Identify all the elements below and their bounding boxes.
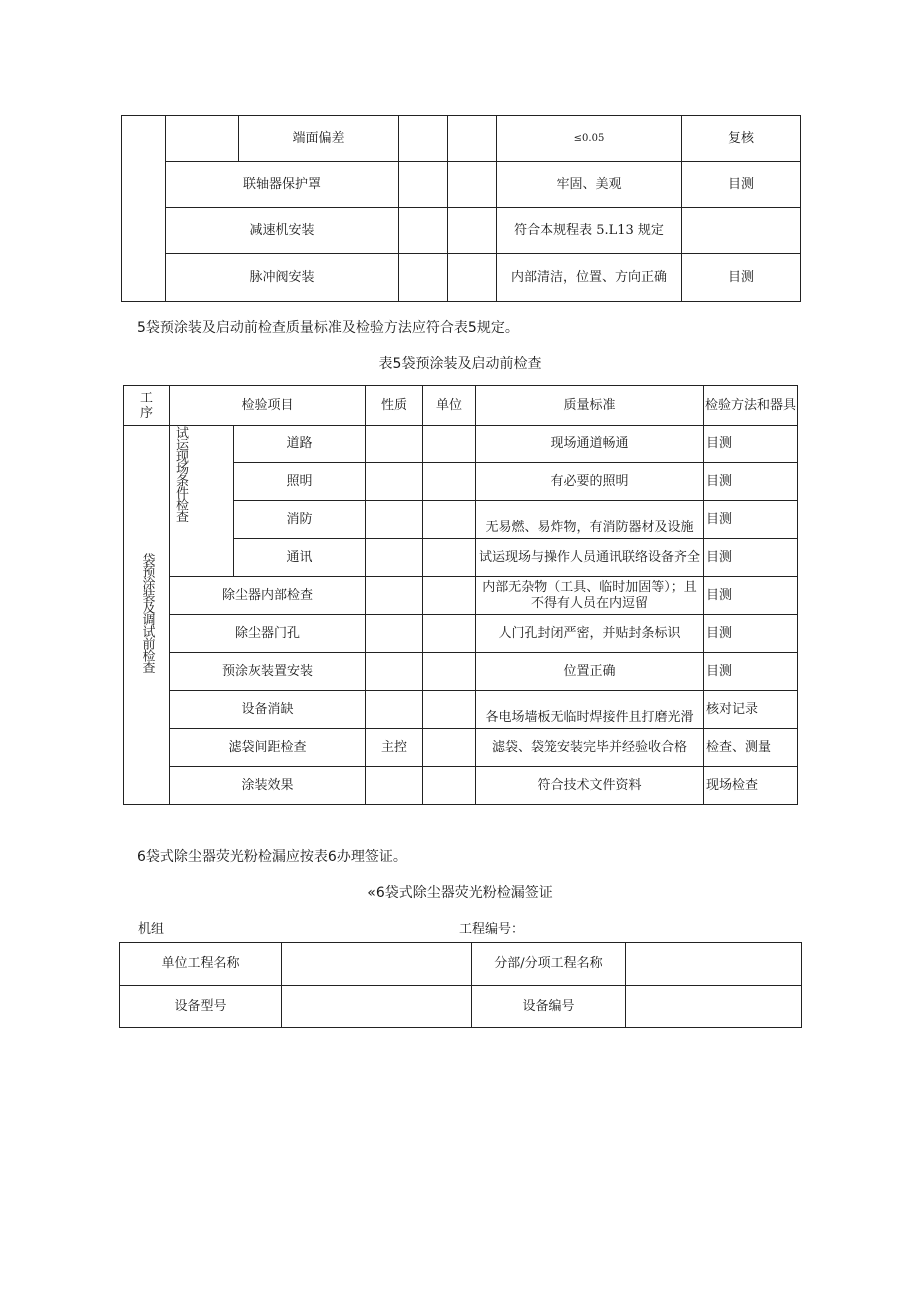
table-row: [122, 116, 801, 162]
method-cell: 目测: [704, 577, 798, 615]
unit-project-name-label: 单位工程名称: [120, 943, 282, 986]
nature-cell: [366, 577, 423, 615]
table-row: [122, 162, 801, 208]
standard-cell: 符合技术文件资料: [476, 767, 704, 805]
method-cell: 目测: [704, 615, 798, 653]
equipment-no-label: 设备编号: [472, 986, 626, 1028]
method-cell: 核对记录: [704, 691, 798, 729]
table-row: [122, 208, 801, 254]
nature-cell: 主控: [366, 729, 423, 767]
standard-cell: 滤袋、袋笼安装完毕并经验收合格: [476, 729, 704, 767]
method-cell: 目测: [682, 162, 801, 208]
header-item: 检验项目: [170, 386, 366, 426]
section-5-intro: 5袋预涂装及启动前检查质量标准及检验方法应符合表5规定。: [137, 320, 519, 336]
method-cell: 现场检查: [704, 767, 798, 805]
item-cell: 通讯: [234, 539, 366, 577]
nature-cell: [366, 691, 423, 729]
item-cell: 涂装效果: [170, 767, 366, 805]
sub-cell: [166, 116, 239, 162]
table-row: [124, 729, 798, 767]
header-standard: 质量标准: [476, 386, 704, 426]
item-cell: 照明: [234, 463, 366, 501]
unit-label: 机组: [138, 922, 165, 937]
table-row: [120, 986, 802, 1028]
method-cell: 目测: [704, 463, 798, 501]
equipment-model-value: [282, 986, 472, 1028]
equipment-no-value: [626, 986, 802, 1028]
process-label: 袋预涂装及调试前检查: [139, 552, 155, 673]
item-cell: 联轴器保护罩: [166, 162, 399, 208]
standard-cell: 人门孔封闭严密，并贴封条标识: [476, 615, 704, 653]
group-label: 试运现场条件检查: [173, 426, 188, 522]
method-cell: 目测: [704, 426, 798, 463]
nature-cell: [366, 767, 423, 805]
sub-project-name-value: [626, 943, 802, 986]
nature-cell: [366, 653, 423, 691]
table-row: [122, 254, 801, 302]
item-cell: 除尘器门孔: [170, 615, 366, 653]
item-cell: 预涂灰装置安装: [170, 653, 366, 691]
standard-cell: 牢固、美观: [497, 162, 682, 208]
table-4-continued: [121, 115, 801, 302]
header-process: 工序: [124, 386, 170, 426]
sub-project-name-label: 分部/分项工程名称: [472, 943, 626, 986]
standard-cell: 内部清洁，位置、方向正确: [497, 254, 682, 302]
table-row: [124, 653, 798, 691]
header-unit: 单位: [423, 386, 476, 426]
item-cell: 消防: [234, 501, 366, 539]
method-cell: 目测: [704, 653, 798, 691]
standard-cell: 符合本规程表 5.L13 规定: [497, 208, 682, 254]
equipment-model-label: 设备型号: [120, 986, 282, 1028]
nature-cell: [366, 615, 423, 653]
group-label-cell: [170, 426, 234, 577]
table-row: [124, 691, 798, 729]
table-row: [124, 615, 798, 653]
table-5-caption: 表5袋预涂装及启动前检查: [378, 356, 542, 372]
item-cell: 滤袋间距检查: [170, 729, 366, 767]
table-header-row: [124, 386, 798, 426]
item-cell: 减速机安装: [166, 208, 399, 254]
method-cell: 目测: [682, 254, 801, 302]
item-cell: 端面偏差: [239, 116, 399, 162]
unit-project-name-value: [282, 943, 472, 986]
table-row: [124, 577, 798, 615]
table-row: [120, 943, 802, 986]
standard-cell: ≤0.05: [497, 116, 682, 162]
project-no-label: 工程编号：: [459, 922, 525, 937]
standard-cell: 有必要的照明: [476, 463, 704, 501]
method-cell: 目测: [704, 501, 798, 539]
method-cell: 检查、测量: [704, 729, 798, 767]
method-cell: [682, 208, 801, 254]
table-row: [124, 767, 798, 805]
header-nature: 性质: [366, 386, 423, 426]
standard-cell: 无易燃、易炸物，有消防器材及设施: [476, 501, 704, 539]
item-cell: 道路: [234, 426, 366, 463]
method-cell: 目测: [704, 539, 798, 577]
standard-cell: 试运现场与操作人员通讯联络设备齐全: [476, 539, 704, 577]
item-cell: 脉冲阀安装: [166, 254, 399, 302]
table-5: [123, 385, 798, 805]
standard-cell: 内部无杂物（工具、临时加固等）；且不得有人员在内逗留: [476, 577, 704, 615]
table-6-caption: «6袋式除尘器荧光粉检漏签证: [367, 885, 553, 901]
process-label-cell: [124, 426, 170, 805]
standard-cell: 位置正确: [476, 653, 704, 691]
standard-cell: 各电场墙板无临时焊接件且打磨光滑: [476, 691, 704, 729]
table-row: [124, 426, 798, 463]
header-method: 检验方法和器具: [704, 386, 798, 426]
process-cell: [122, 116, 166, 302]
table-6: [119, 942, 802, 1028]
method-cell: 复核: [682, 116, 801, 162]
item-cell: 设备消缺: [170, 691, 366, 729]
standard-cell: 现场通道畅通: [476, 426, 704, 463]
section-6-intro: 6袋式除尘器荧光粉检漏应按表6办理签证。: [137, 849, 407, 865]
item-cell: 除尘器内部检查: [170, 577, 366, 615]
